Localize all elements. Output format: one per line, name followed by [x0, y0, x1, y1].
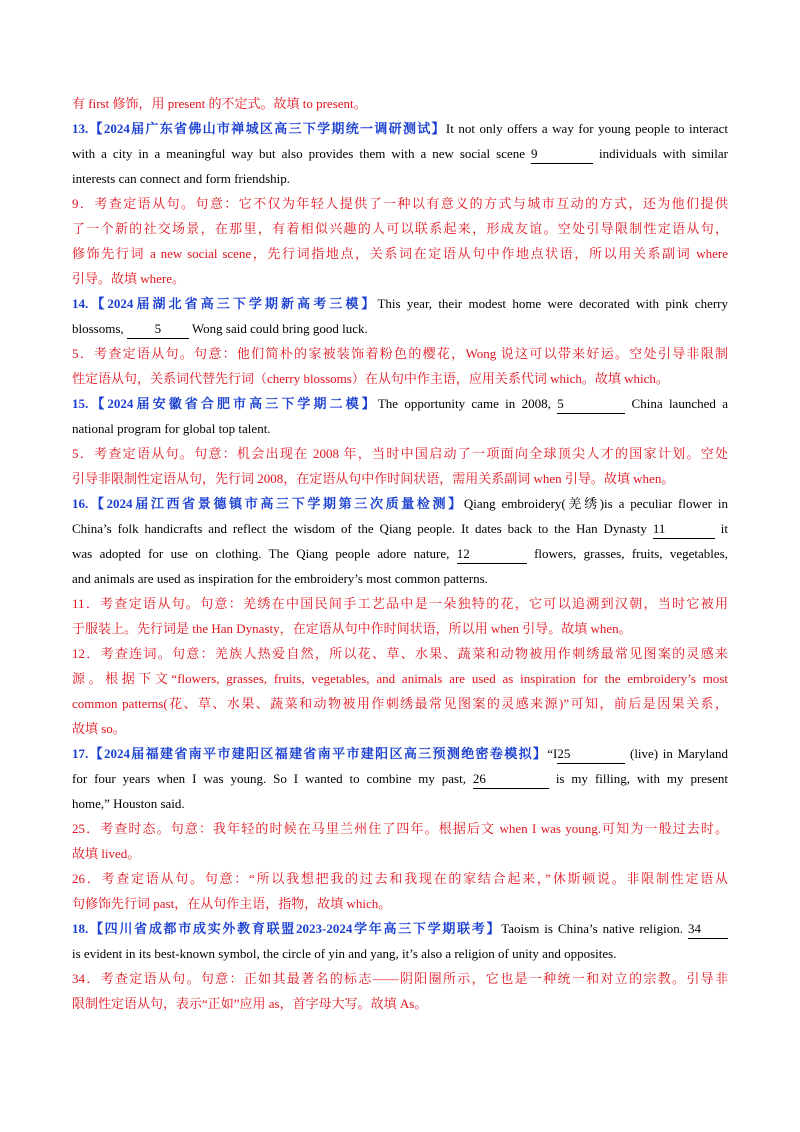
text-line	[72, 241, 728, 266]
text-segment: China’s folk handicrafts and reflect the wisdom of the Qiang people. It dates back to the Han Dynasty	[72, 521, 653, 536]
answer-blank: 25	[557, 745, 625, 764]
text-segment: 9．考查定语从句。句意：它不仅为年轻人提供了一种以有意义的方式与城市互动的方式，还为他们提供	[72, 196, 728, 211]
text-line	[72, 466, 728, 491]
text-segment: 修饰先行词 a new social scene，先行词指地点，关系词在定语从句中作地点状语，所以用关系副词 where	[72, 246, 728, 261]
text-line	[72, 716, 728, 741]
text-line	[72, 616, 728, 641]
text-line	[72, 191, 728, 216]
text-line	[72, 391, 728, 416]
text-line	[72, 216, 728, 241]
text-segment: individuals with similar	[593, 146, 728, 161]
text-segment: it	[714, 521, 728, 536]
text-segment: It not only offers a way for young people to interact	[445, 121, 728, 136]
text-segment: 了一个新的社交场景，在那里，有着相似兴趣的人可以联系起来，形成友谊。空处引导限制性定语从句，	[72, 221, 728, 236]
text-line	[72, 841, 728, 866]
text-segment: (live) in Maryland	[625, 746, 728, 761]
text-segment: 5．考查定语从句。句意：他们简朴的家被装饰着粉色的樱花，Wong 说这可以带来好运。空处引导非限制	[72, 346, 728, 361]
text-line	[72, 366, 728, 391]
text-segment: The opportunity came in 2008,	[377, 396, 558, 411]
text-line	[72, 916, 728, 941]
text-segment: “I	[547, 746, 558, 761]
text-segment: 性定语从句，关系词代替先行词（cherry blossoms）在从句中作主语，应用关系代词 which。故填 which。	[72, 371, 669, 386]
answer-blank: 34	[688, 920, 728, 939]
text-line	[72, 316, 728, 341]
text-segment: blossoms,	[72, 321, 127, 336]
text-segment: Qiang embroidery(羌绣)is a peculiar flower in	[463, 496, 728, 511]
text-segment: 引导。故填 where。	[72, 271, 186, 286]
text-line	[72, 741, 728, 766]
text-segment: 故填 so。	[72, 721, 126, 736]
question-source: 14.【2024届湖北省高三下学期新高考三模】	[72, 296, 378, 311]
text-segment: is evident in its best-known symbol, the circle of yin and yang, it’s also a religion of unity and opposites.	[72, 946, 617, 961]
text-line	[72, 491, 728, 516]
text-line	[72, 341, 728, 366]
text-segment: Wong said could bring good luck.	[188, 321, 368, 336]
answer-blank: 12	[457, 545, 527, 564]
text-segment: national program for global top talent.	[72, 421, 271, 436]
text-segment: 于服装上。先行词是 the Han Dynasty，在定语从句中作时间状语，所以用 when 引导。故填 when。	[72, 621, 632, 636]
text-segment: interests can connect and form friendship.	[72, 171, 291, 186]
text-segment: was adopted for use on clothing. The Qiang people adore nature,	[72, 546, 457, 561]
text-line	[72, 866, 728, 891]
document-body	[72, 91, 728, 1016]
text-segment: 5．考查定语从句。句意：机会出现在 2008 年，当时中国启动了一项面向全球顶尖人才的国家计划。空处	[72, 446, 728, 461]
text-segment: 引导非限制性定语从句，先行词 2008，在定语从句中作时间状语，需用关系副词 when 引导。故填 when。	[72, 471, 675, 486]
text-line	[72, 666, 728, 691]
text-segment: and animals are used as inspiration for the embroidery’s most common patterns.	[72, 571, 488, 586]
text-line	[72, 941, 728, 966]
text-segment: 故填 lived。	[72, 846, 141, 861]
text-line	[72, 516, 728, 541]
text-segment: home,” Houston said.	[72, 796, 185, 811]
text-line	[72, 291, 728, 316]
question-source: 16.【2024届江西省景德镇市高三下学期第三次质量检测】	[72, 496, 464, 511]
text-segment: 12．考查连词。句意：羌族人热爱自然，所以花、草、水果、蔬菜和动物被用作刺绣最常见图案的灵感来	[72, 646, 728, 661]
text-line	[72, 166, 728, 191]
text-line	[72, 591, 728, 616]
text-segment: 34．考查定语从句。句意：正如其最著名的标志——阴阳圈所示，它也是一种统一和对立的宗教。引导非	[72, 971, 728, 986]
question-source: 18.【四川省成都市成实外教育联盟2023-2024学年高三下学期联考】	[72, 921, 502, 936]
question-source: 17.【2024届福建省南平市建阳区福建省南平市建阳区高三预测绝密卷模拟】	[72, 746, 548, 761]
answer-blank: 9	[531, 145, 593, 164]
answer-blank: 5	[127, 320, 189, 339]
text-line	[72, 91, 728, 116]
text-segment: This year, their modest home were decorated with pink cherry	[377, 296, 728, 311]
text-segment: 有 first 修饰，用 present 的不定式。故填 to present。	[72, 96, 367, 111]
text-line	[72, 691, 728, 716]
text-line	[72, 566, 728, 591]
question-source: 13.【2024届广东省佛山市禅城区高三下学期统一调研测试】	[72, 121, 446, 136]
text-line	[72, 416, 728, 441]
text-segment: Taoism is China’s native religion.	[501, 921, 688, 936]
text-line	[72, 141, 728, 166]
text-segment: 25．考查时态。句意：我年轻的时候在马里兰州住了四年。根据后文 when I was young.可知为一般过去时。	[72, 821, 728, 836]
text-segment: is my filling, with my present	[548, 771, 728, 786]
text-line	[72, 541, 728, 566]
text-segment: 源。根据下文“flowers, grasses, fruits, vegetables, and animals are used as inspiration for the embroidery’s most	[72, 671, 728, 686]
answer-blank: 26	[473, 770, 549, 789]
text-line	[72, 791, 728, 816]
text-line	[72, 991, 728, 1016]
text-line	[72, 641, 728, 666]
answer-blank: 11	[653, 520, 715, 539]
text-segment: China launched a	[625, 396, 728, 411]
text-segment: 26．考查定语从句。句意：“所以我想把我的过去和我现在的家结合起来，”休斯顿说。非限制性定语从	[72, 871, 728, 886]
question-source: 15.【2024届安徽省合肥市高三下学期二模】	[72, 396, 378, 411]
text-line	[72, 816, 728, 841]
text-segment: for four years when I was young. So I wanted to combine my past,	[72, 771, 473, 786]
text-line	[72, 891, 728, 916]
text-line	[72, 441, 728, 466]
text-line	[72, 116, 728, 141]
text-segment: common patterns(花、草、水果、蔬菜和动物被用作刺绣最常见图案的灵感来源)”可知，前后是因果关系，	[72, 696, 728, 711]
text-line	[72, 766, 728, 791]
answer-blank: 5	[557, 395, 625, 414]
text-segment: 11．考查定语从句。句意：羌绣在中国民间手工艺品中是一朵独特的花，它可以追溯到汉朝，当时它被用	[72, 596, 728, 611]
text-line	[72, 266, 728, 291]
text-segment: 限制性定语从句，表示“正如”应用 as，首字母大写。故填 As。	[72, 996, 428, 1011]
text-line	[72, 966, 728, 991]
text-segment: with a city in a meaningful way but also provides them with a new social scene	[72, 146, 532, 161]
text-segment: 句修饰先行词 past，在从句作主语，指物，故填 which。	[72, 896, 392, 911]
text-segment: flowers, grasses, fruits, vegetables,	[526, 546, 728, 561]
